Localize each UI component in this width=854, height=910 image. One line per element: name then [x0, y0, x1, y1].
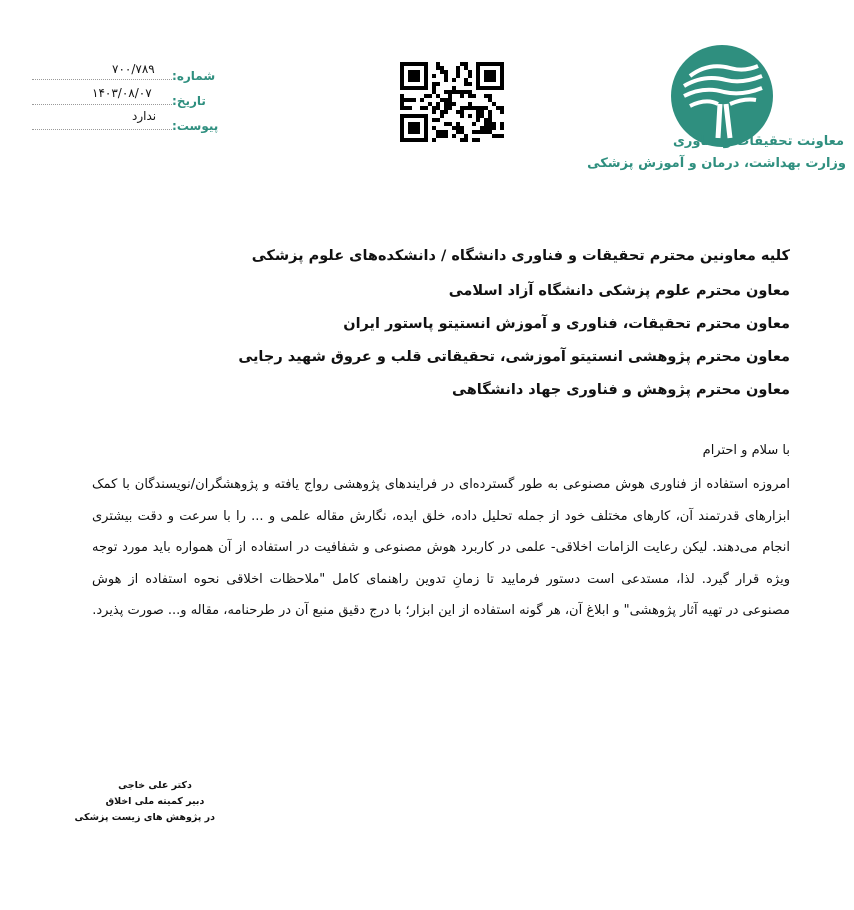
attachment-dotted-line [32, 128, 172, 130]
signature-title: دبیر کمیته ملی اخلاق [105, 796, 205, 807]
number-dotted-line [32, 78, 172, 80]
number-label: شماره: [172, 69, 216, 83]
letter-body: امروزه استفاده از فناوری هوش مصنوعی به طور گسترده‌ای در فرایندهای پژوهشی رواج یافته و پژوهشگران/نویسندگان با کمک ابزارهای قدرتمند آن، کارهای مختلف خود از جمله تحلیل داده، خلق ایده، نگارش مقاله علمی و ... را با سرعت و دقت بیشتری انجام می‌دهند. لیکن رعایت الزامات اخلاقی- علمی در کاربرد هوش مصنوعی و شفافیت در استفاده از آن همواره باید مورد توجه ویژه قرار گیرد. لذا، مستدعی است دستور فرمایید تا زمانِ تدوین راهنمای کامل "ملاحظات اخلاقی نحوه استفاده از هوش مصنوعی در تهیه آثار پژوهشی" و ابلاغ آن، هر گونه استفاده از این ابزار؛ با درج دقیق منبع آن در طرحنامه، مقاله و... صورت پذیرد. [92, 477, 790, 618]
signature-name: دکتر علی خاجی [118, 780, 192, 791]
date-value: ۱۴۰۳/۰۸/۰۷ [92, 86, 152, 100]
greeting: با سلام و احترام [702, 443, 790, 458]
attachment-value: ندارد [132, 109, 157, 123]
recipient-line-4: معاون محترم پژوهشی انستیتو آموزشی، تحقیقاتی قلب و عروق شهید رجایی [238, 349, 790, 365]
recipient-line-3: معاون محترم تحقیقات، فناوری و آموزش انستیتو پاستور ایران [343, 316, 790, 332]
date-label: تاریخ: [172, 94, 206, 108]
recipient-line-1: کلیه معاونین محترم تحقیقات و فناوری دانشگاه / دانشکده‌های علوم پزشکی [251, 248, 790, 264]
number-value: ۷۰۰/۷۸۹ [112, 62, 155, 76]
recipient-line-5: معاون محترم پژوهش و فناوری جهاد دانشگاهی [452, 382, 790, 398]
logo-subtitle: وزارت بهداشت، درمان و آموزش پزشکی [587, 156, 846, 171]
logo-title: معاونت تحقیقات و فناوری [672, 134, 844, 149]
date-dotted-line [32, 103, 172, 105]
signature-org: در پژوهش های زیست پزشکی [74, 812, 215, 823]
recipient-line-2: معاون محترم علوم پزشکی دانشگاه آزاد اسلامی [448, 283, 790, 299]
attachment-label: پیوست: [172, 119, 219, 133]
qr-code-icon [400, 62, 504, 142]
